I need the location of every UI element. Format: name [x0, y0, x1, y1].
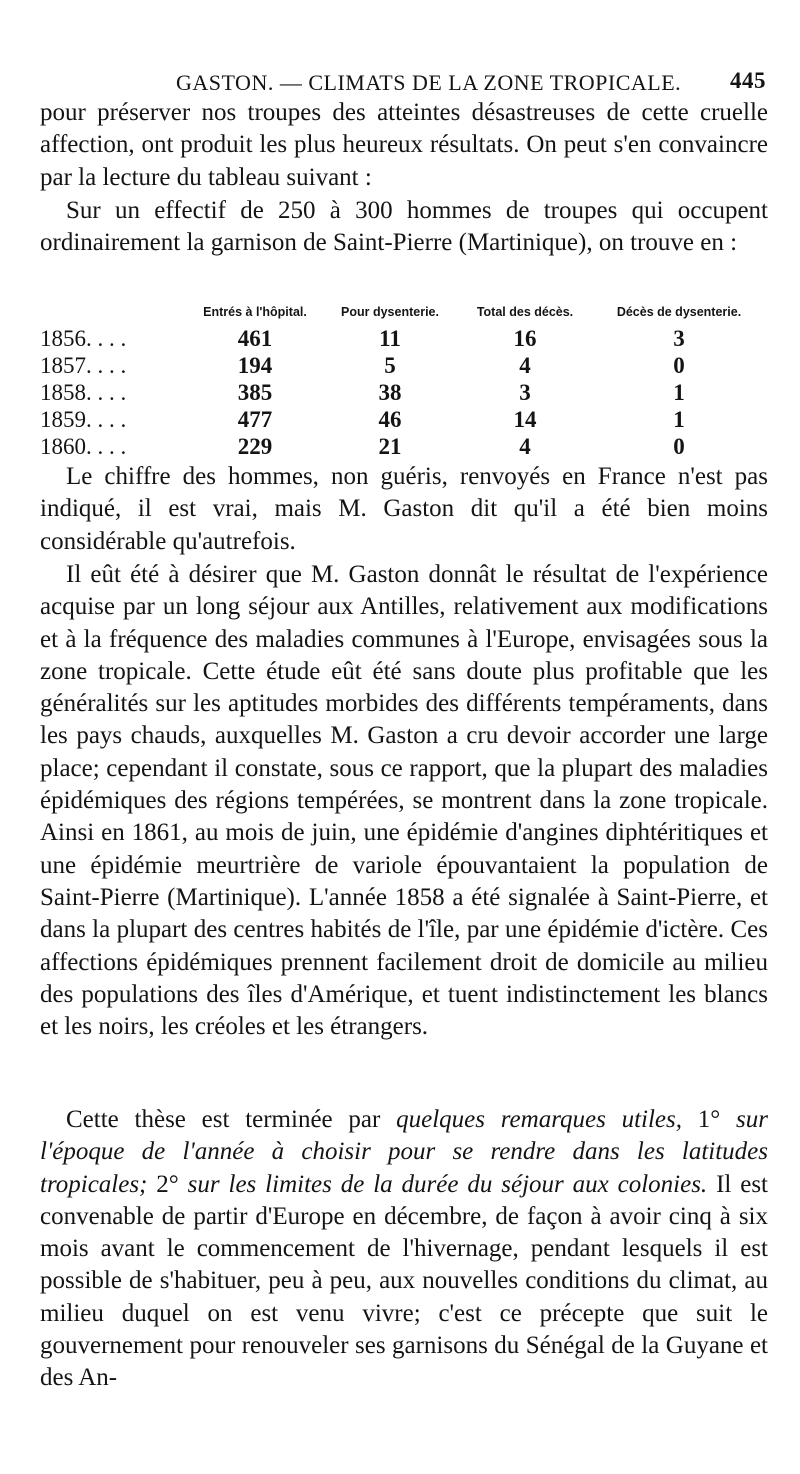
- table-header-row: [40, 303, 768, 325]
- paragraph-5-text: 2°: [147, 1170, 188, 1198]
- paragraph-2: Sur un effectif de 250 à 300 hommes de troupes qui occupent ordinairement la garnison de Saint-Pierre (Martinique), on trouve en :: [40, 197, 768, 257]
- year-cell: 1858. . . .: [40, 380, 127, 405]
- total-deaths-cell: 16: [513, 326, 537, 351]
- dysentery-deaths-cell: 1: [673, 407, 685, 432]
- year-cell: 1860. . . .: [40, 434, 127, 459]
- table-row: [40, 352, 768, 379]
- table-row: [40, 379, 768, 406]
- total-deaths-cell: 4: [519, 434, 531, 459]
- year-cell: 1856. . . .: [40, 326, 127, 351]
- total-deaths-cell: 4: [519, 353, 531, 378]
- total-deaths-cell: 3: [519, 380, 531, 405]
- column-header-dysentery-deaths: Décès de dysenterie.: [616, 305, 742, 319]
- statistics-table: [40, 303, 768, 460]
- total-deaths-cell: 14: [513, 407, 537, 432]
- page-number: 445: [730, 68, 766, 93]
- table-row: [40, 325, 768, 352]
- dysentery-cell: 38: [378, 380, 402, 405]
- admissions-cell: 229: [237, 434, 273, 459]
- paragraph-5-text: 1°: [682, 1106, 737, 1133]
- dysentery-deaths-cell: 3: [673, 326, 685, 351]
- running-title: GASTON. — CLIMATS DE LA ZONE TROPICALE.: [176, 70, 682, 95]
- dysentery-deaths-cell: 0: [673, 353, 685, 378]
- column-header-admissions: Entrés à l'hôpital.: [203, 305, 307, 319]
- dysentery-cell: 21: [378, 434, 402, 459]
- paragraph-5-italic: quelques remarques utiles,: [396, 1106, 682, 1133]
- paragraph-5-text: Cette thèse est terminée par: [66, 1106, 397, 1133]
- paragraph-3: Le chiffre des hommes, non guéris, renvoyés en France n'est pas indiqué, il est vrai, mais M. Gaston dit qu'il a été bien moins considérable qu'autrefois.: [40, 463, 768, 555]
- dysentery-cell: 46: [378, 407, 402, 432]
- admissions-cell: 385: [237, 380, 273, 405]
- table-row: [40, 406, 768, 433]
- paragraph-5-text: Il est convenable de partir d'Europe en décembre, de façon à avoir cinq à six mois avant le commencement de l'hivernage, pendant lesquels il est possible de s'habituer, peu à peu, aux nouvelles conditions du climat, au milieu duquel on est venu vivre; c'est ce précepte que suit le gouvernement pour renouveler ses garnisons du Sénégal de la Guyane et des An-: [40, 1170, 769, 1392]
- year-cell: 1859. . . .: [40, 407, 127, 432]
- admissions-cell: 477: [237, 407, 273, 432]
- column-header-total-deaths: Total des décès.: [476, 305, 574, 319]
- paragraph-5-italic: sur l'époque de l'année à choisir pour se rendre dans les latitudes tropicales;: [40, 1106, 768, 1198]
- admissions-cell: 461: [237, 326, 273, 351]
- table-row: [40, 433, 768, 460]
- year-column-header: [40, 303, 190, 325]
- dysentery-cell: 5: [384, 353, 396, 378]
- dysentery-deaths-cell: 1: [673, 380, 685, 405]
- paragraph-5: [40, 1104, 768, 1395]
- admissions-cell: 194: [237, 353, 273, 378]
- dysentery-cell: 11: [379, 326, 401, 351]
- dysentery-deaths-cell: 0: [673, 434, 685, 459]
- column-header-dysentery: Pour dysenterie.: [341, 305, 439, 319]
- paragraph-5-italic: sur les limites de la durée du séjour aux colonies.: [187, 1170, 708, 1198]
- year-cell: 1857. . . .: [40, 353, 127, 378]
- paragraph-1: pour préserver nos troupes des atteintes désastreuses de cette cruelle affection, ont produit les plus heureux résultats. On peut s'en convaincre par la lecture du tableau suivant :: [40, 99, 768, 191]
- paragraph-4: Il eût été à désirer que M. Gaston donnât le résultat de l'expérience acquise par un long séjour aux Antilles, relativement aux modifications et à la fréquence des maladies communes à l'Europe, envisagées sous la zone tropicale. Cette étude eût été sans doute plus profitable que les généralités sur les aptitudes morbides des différents tempéraments, dans les pays chauds, auxquelles M. Gaston a cru devoir accorder une large place; cependant il constate, sous ce rapport, que la plupart des maladies épidémiques des régions tempérées, se montrent dans la zone tropicale. Ainsi en 1861, au mois de juin, une épidémie d'angines diphtéritiques et une épidémie meurtrière de variole épouvantaient la population de Saint-Pierre (Martinique). L'année 1858 a été signalée à Saint-Pierre, et dans la plupart des centres habités de l'île, par une épidémie d'ictère. Ces affections épidémiques prennent facilement droit de domicile au milieu des populations des îles d'Amérique, et tuent indistinctement les blancs et les noirs, les créoles et les étrangers.: [40, 561, 768, 1041]
- running-header: [40, 66, 768, 100]
